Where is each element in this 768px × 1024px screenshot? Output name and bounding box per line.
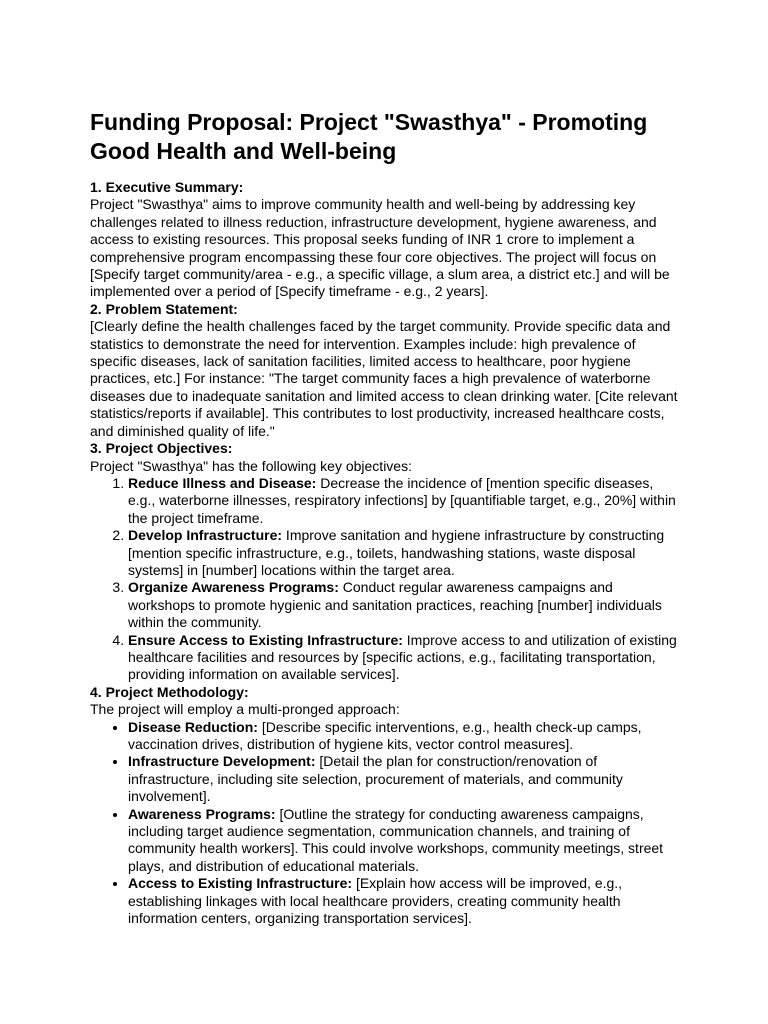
objective-item (128, 475, 680, 527)
methodology-list (90, 719, 680, 928)
objective-text: Improve access to and utilization of existing healthcare facilities and resources by [specific actions, e.g., facilitating transportation, providing information on available services]. (128, 631, 677, 683)
objective-item (128, 579, 680, 631)
objective-title: Develop Infrastructure: (128, 527, 283, 544)
objectives-list (90, 475, 680, 684)
methodology-item (128, 875, 680, 927)
methodology-text: [Detail the plan for construction/renovation of infrastructure, including site selection, procurement of materials, and community involvement]. (128, 753, 623, 805)
methodology-title: Access to Existing Infrastructure: (128, 875, 353, 892)
objective-title: Reduce Illness and Disease: (128, 474, 317, 491)
methodology-item (128, 753, 680, 805)
methodology-title: Awareness Programs: (128, 805, 276, 822)
objective-text: Improve sanitation and hygiene infrastructure by constructing [mention specific infrastructure, e.g., toilets, handwashing stations, waste disposal systems] in [number] locations within the target area. (128, 527, 665, 578)
objective-title: Ensure Access to Existing Infrastructure: (128, 631, 403, 648)
objectives-intro: Project "Swasthya" has the following key objectives: (90, 457, 412, 474)
objective-item (128, 527, 680, 579)
methodology-text: [Outline the strategy for conducting awareness campaigns, including target audience segmentation, communication channels, and training of community health workers]. This could involve workshops, community meetings, street plays, and distribution of educational materials. (128, 805, 664, 874)
methodology-intro: The project will employ a multi-pronged approach: (90, 701, 400, 718)
executive-summary-body: Project "Swasthya" aims to improve community health and well-being by addressing key challenges related to illness reduction, infrastructure development, hygiene awareness, and access to existing resources. This proposal seeks funding of INR 1 crore to implement a comprehensive program encompassing these four core objectives. The project will focus on [Specify target community/area - e.g., a specific village, a slum area, a district etc.] and will be implemented over a period of [Specify timeframe - e.g., 2 years]. (90, 196, 670, 300)
problem-statement-body: [Clearly define the health challenges faced by the target community. Provide specific data and statistics to demonstrate the need for intervention. Examples include: high prevalence of specific diseases, lack of sanitation facilities, limited access to healthcare, poor hygiene practices, etc.] For instance: "The target community faces a high prevalence of waterborne diseases due to inadequate sanitation and limited access to clean drinking water. [Cite relevant statistics/reports if available]. This contributes to lost productivity, increased healthcare costs, and diminished quality of life." (90, 318, 678, 439)
objective-text: Conduct regular awareness campaigns and workshops to promote hygienic and sanitation practices, reaching [number] individuals within the community. (128, 579, 662, 631)
methodology-item (128, 806, 680, 876)
objectives-heading: 3. Project Objectives: (90, 440, 233, 457)
methodology-heading: 4. Project Methodology: (90, 683, 249, 700)
document-title: Funding Proposal: Project "Swasthya" - Promoting Good Health and Well-being (90, 109, 648, 164)
objective-item (128, 632, 680, 684)
methodology-title: Infrastructure Development: (128, 753, 316, 770)
methodology-text: [Describe specific interventions, e.g., health check-up camps, vaccination drives, distribution of hygiene kits, vector control measures]. (128, 718, 642, 752)
methodology-item (128, 719, 680, 754)
problem-statement-heading: 2. Problem Statement: (90, 300, 238, 317)
methodology-title: Disease Reduction: (128, 718, 258, 735)
objective-text: Decrease the incidence of [mention specific diseases, e.g., waterborne illnesses, respiratory infections] by [quantifiable target, e.g., 20%] within the project timeframe. (128, 474, 676, 526)
methodology-text: [Explain how access will be improved, e.g., establishing linkages with local healthcare providers, creating community health information centers, organizing transportation services]. (128, 875, 623, 927)
objective-title: Organize Awareness Programs: (128, 579, 339, 596)
executive-summary-heading: 1. Executive Summary: (90, 179, 244, 195)
